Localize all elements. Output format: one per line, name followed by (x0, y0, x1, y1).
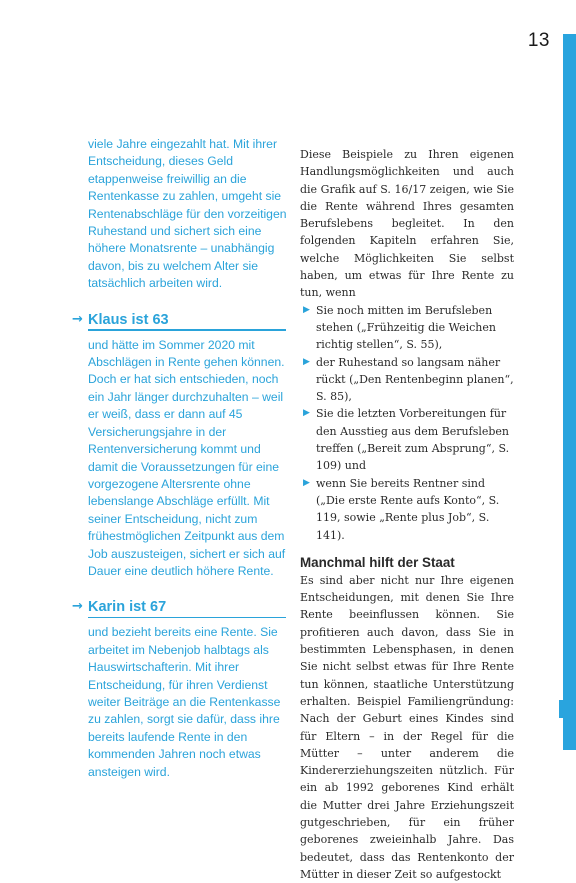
section-body-paragraph: Es sind aber nicht nur Ihre eigenen Entscheidungen, mit denen Sie Ihre Rente beeinflussen können. Sie profitieren auch davon, dass Sie in bestimmten Lebensphasen, in denen Sie nicht selbst etwas für Ihre Rente tun können, staatliche Unterstützung erhalten. Beispiel Familiengründung: Nach der Geburt eines Kindes sind für Eltern – in der Regel für die Mütter – unter anderem die Kindererziehungszeiten nützlich. Für ein ab 1992 geborenes Kind erhält die Mutter drei Jahre Erziehungszeit gutgeschrieben, für ein früher geborenes zweieinhalb Jahre. Das bedeutet, dass das Rentenkonto der Mütter in dieser Zeit so aufgestockt (300, 573, 514, 881)
main-intro-paragraph: Diese Beispiele zu Ihren eigenen Handlungsmöglichkeiten und auch die Grafik auf S. 16/17 zeigen, wie Sie die Rente während Ihres gesamten Berufslebens begleitet. In den folgenden Kapiteln erfahren Sie, welche Möglichkeiten Sie selbst haben, um etwas für Ihre Rente zu tun, wenn (300, 148, 514, 300)
list-item-text: Sie die letzten Vorbereitungen für den Ausstieg aus dem Berufsleben treffen („Bereit zum Absprung“, S. 109) und (316, 407, 510, 473)
list-item (300, 475, 514, 544)
case-body-text: und bezieht bereits eine Rente. Sie arbeitet im Nebenjob halbtags als Hauswirtschafterin. Mit ihrer Entscheidung, für ihren Verdienst weiter Beiträge an die Rentenkasse zu zahlen, sorgt sie dafür, dass ihre bereits laufende Rente in den kommenden Jahren noch etwas ansteigen wird. (88, 625, 281, 779)
case-title: Karin ist 67 (88, 599, 167, 616)
triangle-bullet-icon: ▶ (303, 408, 310, 419)
case-body-text: und hätte im Sommer 2020 mit Abschlägen in Rente gehen können. Doch er hat sich entschieden, noch ein Jahr länger durchzuhalten – weil er weiß, dass er dann auf 45 Versicherungsjahre in der Rentenversicherung kommt und damit die Voraussetzungen für eine vorgezogene Altersrente ohne lebenslange Abschläge erfüllt. Mit seiner Entscheidung, nicht zum frühestmöglichen Zeitpunkt aus dem Job auszusteigen, sichert er sich auf Dauer eine deutlich höhere Rente. (88, 337, 286, 578)
triangle-bullet-icon: ▶ (303, 304, 310, 315)
list-item-text: der Ruhestand so langsam näher rückt („Den Rentenbeginn planen“, S. 85), (316, 355, 514, 404)
heading-underline (88, 329, 286, 330)
triangle-bullet-icon: ▶ (303, 356, 310, 367)
arrow-right-icon: → (72, 599, 83, 615)
list-item-text: Sie noch mitten im Berufsleben stehen („Frühzeitig die Weichen richtig stellen“, S. 55), (316, 303, 496, 352)
edge-tab-notch (559, 700, 563, 718)
list-item (300, 405, 514, 474)
sidebar-column (60, 136, 288, 781)
list-item-text: wenn Sie bereits Rentner sind („Die erste Rente aufs Konto“, S. 119, sowie „Rente plus Job“, S. 141). (316, 476, 500, 542)
main-text-column (300, 146, 514, 883)
heading-underline (88, 617, 286, 618)
section-heading: Manchmal hilft der Staat (300, 554, 455, 570)
list-item (300, 302, 514, 354)
edge-tab-bar (563, 34, 576, 750)
case-heading-klaus (60, 311, 288, 333)
bullet-list (300, 302, 514, 544)
list-item (300, 354, 514, 406)
top-bar (0, 0, 576, 8)
case-title: Klaus ist 63 (88, 311, 169, 328)
triangle-bullet-icon: ▶ (303, 477, 310, 488)
page-number: 13 (527, 30, 550, 51)
case-heading-karin (60, 598, 288, 620)
arrow-right-icon: → (72, 311, 83, 327)
sidebar-intro-text: viele Jahre eingezahlt hat. Mit ihrer Entscheidung, dieses Geld etappenweise freiwillig an die Rentenkasse zu zahlen, umgeht sie Rentenabschläge für den vorzeitigen Ruhestand und sichert sich eine höhere Monatsrente – unabhängig davon, bis zu welchem Alter sie tatsächlich arbeiten wird. (88, 137, 287, 291)
